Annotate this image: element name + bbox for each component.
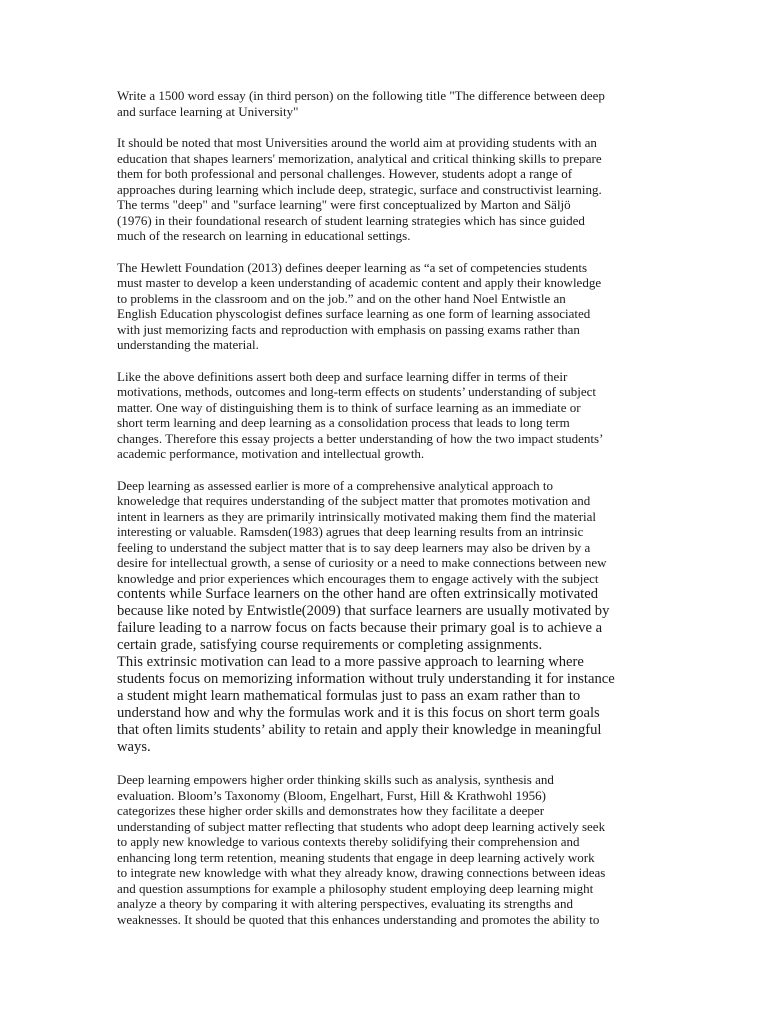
text-line: contents while Surface learners on the other hand are often extrinsically motivated [117, 586, 599, 602]
text-line: academic performance, motivation and intellectual growth. [117, 446, 425, 461]
text-line: matter. One way of distinguishing them is to think of surface learning as an immediate or [117, 399, 581, 415]
text-line: and surface learning at University" [117, 103, 299, 119]
document-page [117, 88, 657, 927]
text-line: Deep learning empowers higher order thinking skills such as analysis, synthesis and [117, 772, 554, 787]
text-line: to problems in the classroom and on the job.” and on the other hand Noel Entwistle an [117, 290, 566, 306]
text-line: The terms "deep" and "surface learning" were first conceptualized by Marton and Säljö [117, 197, 571, 212]
text-line: The Hewlett Foundation (2013) defines deeper learning as “a set of competencies students [117, 259, 588, 275]
text-line: ways. [117, 739, 151, 755]
text-line: (1976) in their foundational research of student learning strategies which has since guided [117, 212, 585, 228]
text-line: to integrate new knowledge with what they already know, drawing connections between ideas [117, 865, 606, 880]
text-line: short term learning and deep learning as a consolidation process that leads to long term [117, 415, 570, 430]
text-line: It should be noted that most Universities around the world aim at providing students with an [117, 135, 597, 150]
text-line: students focus on memorizing information without truly understanding it for instance [117, 671, 615, 687]
text-line: understanding of subject matter reflecting that students who adopt deep learning actively seek [117, 818, 606, 834]
text-line: because like noted by Entwistle(2009) that surface learners are usually motivated by [117, 603, 610, 619]
text-line: categorizes these higher order skills and demonstrates how they facilitate a deeper [117, 803, 545, 818]
text-line: them for both professional and personal challenges. However, students adopt a range of [117, 166, 573, 181]
text-line: knowledge and prior experiences which encourages them to engage actively with the subject [117, 570, 599, 586]
text-line: desire for intellectual growth, a sense of curiosity or a need to make connections between new [117, 555, 607, 570]
text-line: must master to develop a keen understanding of academic content and apply their knowledge [117, 275, 602, 290]
text-line: intent in learners as they are primarily intrinsically motivated making them find the material [117, 508, 597, 524]
text-line: certain grade, satisfying course requirements or completing assignments. [117, 637, 543, 653]
text-line: with just memorizing facts and reproduction with emphasis on passing exams rather than [117, 321, 580, 337]
paragraph-definitions [117, 260, 657, 353]
text-line: to apply new knowledge to various contexts thereby solidifying their comprehension and [117, 834, 580, 849]
text-line: and question assumptions for example a philosophy student employing deep learning might [117, 880, 594, 896]
text-line: understand how and why the formulas work and it is this focus on short term goals [117, 705, 600, 721]
text-line: that often limits students’ ability to retain and apply their knowledge in meaningful [117, 722, 602, 738]
paragraph-gap [117, 756, 657, 772]
text-line: feeling to understand the subject matter that is to say deep learners may also be driven by a [117, 539, 591, 555]
text-line: analyze a theory by comparing it with altering perspectives, evaluating its strengths and [117, 896, 573, 911]
text-line: knoweledge that requires understanding of the subject matter that promotes motivation and [117, 493, 591, 508]
text-line: education that shapes learners' memorization, analytical and critical thinking skills to prepare [117, 150, 602, 166]
paragraph-gap [117, 119, 657, 135]
text-line: understanding the material. [117, 337, 259, 352]
text-line: a student might learn mathematical formulas just to pass an exam rather than to [117, 688, 581, 704]
text-line: English Education physcologist defines surface learning as one form of learning associated [117, 306, 591, 321]
text-line: weaknesses. It should be quoted that this enhances understanding and promotes the ability to [117, 911, 600, 927]
text-line: This extrinsic motivation can lead to a more passive approach to learning where [117, 654, 584, 670]
text-line: Deep learning as assessed earlier is more of a comprehensive analytical approach to [117, 477, 554, 493]
paragraph-gap [117, 462, 657, 478]
text-line: Like the above definitions assert both deep and surface learning differ in terms of their [117, 368, 568, 384]
paragraph-extrinsic-motivation [117, 654, 657, 756]
paragraph-higher-order-thinking [117, 772, 657, 927]
text-line: approaches during learning which include deep, strategic, surface and constructivist learning. [117, 181, 602, 197]
paragraph-motivation [117, 478, 657, 655]
text-line: evaluation. Bloom’s Taxonomy (Bloom, Engelhart, Furst, Hill & Krathwohl 1956) [117, 787, 546, 803]
paragraph-gap [117, 244, 657, 260]
text-line: much of the research on learning in educational settings. [117, 228, 411, 243]
text-line: Write a 1500 word essay (in third person) on the following title "The difference between deep [117, 88, 605, 103]
text-line: changes. Therefore this essay projects a better understanding of how the two impact students’ [117, 430, 604, 446]
text-line: motivations, methods, outcomes and long-term effects on students’ understanding of subject [117, 384, 596, 399]
text-line: interesting or valuable. Ramsden(1983) agrues that deep learning results from an intrinsic [117, 524, 584, 539]
essay-prompt [117, 88, 657, 119]
text-line: enhancing long term retention, meaning students that engage in deep learning actively work [117, 849, 595, 865]
text-line: failure leading to a narrow focus on facts because their primary goal is to achieve a [117, 620, 603, 636]
paragraph-introduction [117, 135, 657, 244]
paragraph-differences [117, 369, 657, 462]
paragraph-gap [117, 353, 657, 369]
